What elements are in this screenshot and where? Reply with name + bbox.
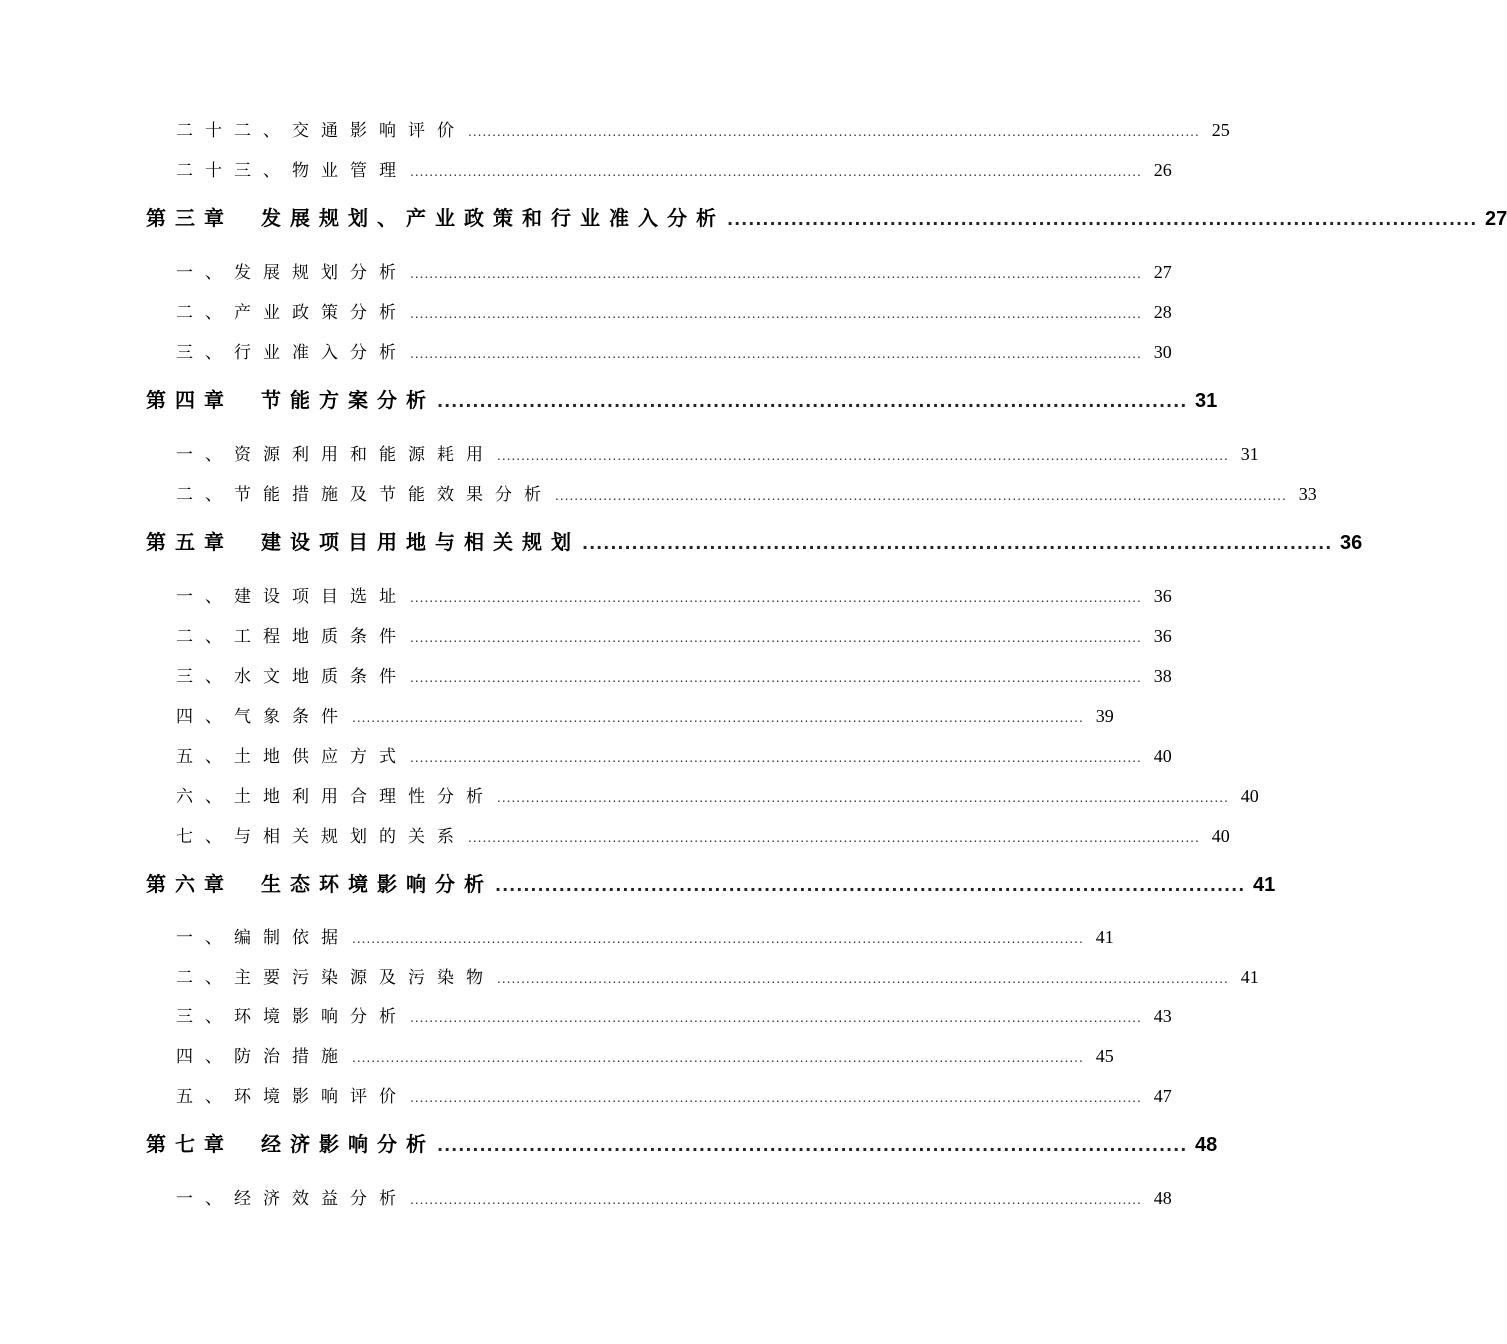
- toc-page-number: 39: [1095, 706, 1114, 726]
- toc-chapter-entry[interactable]: [146, 204, 1507, 232]
- toc-section-entry[interactable]: [176, 965, 1259, 989]
- toc-page-number: 48: [1195, 1134, 1218, 1156]
- toc-section-entry[interactable]: [176, 300, 1172, 324]
- toc-page-number: 28: [1153, 302, 1172, 322]
- toc-section-entry[interactable]: [176, 118, 1230, 142]
- toc-chapter-title: 建设项目用地与相关规划: [261, 530, 580, 554]
- toc-section-title: 土地利用合理性分析: [234, 787, 495, 807]
- dot-leader: ..........................................................................................................: [582, 534, 1333, 553]
- toc-page-number: 40: [1240, 786, 1259, 806]
- toc-section-number: 三、: [176, 343, 234, 363]
- dot-leader: ..........................................................................................................: [495, 876, 1246, 895]
- toc-section-title: 发展规划分析: [234, 263, 408, 283]
- toc-section-title: 水文地质条件: [234, 667, 408, 687]
- toc-section-title: 工程地质条件: [234, 627, 408, 647]
- toc-page-number: 48: [1153, 1188, 1172, 1208]
- toc-section-entry[interactable]: [176, 624, 1172, 648]
- toc-page-number: 27: [1153, 262, 1172, 282]
- toc-section-number: 一、: [176, 445, 234, 465]
- toc-section-number: 四、: [176, 707, 234, 727]
- toc-chapter-title: 生态环境影响分析: [261, 872, 493, 896]
- toc-section-entry[interactable]: [176, 664, 1172, 688]
- dot-leader: ........................................................................................................................................................: [410, 751, 1142, 765]
- toc-chapter-entry[interactable]: [146, 528, 1363, 556]
- toc-section-number: 二十二、: [176, 121, 292, 141]
- toc-section-number: 一、: [176, 263, 234, 283]
- toc-section-number: 二、: [176, 303, 234, 323]
- toc-page-number: 45: [1095, 1046, 1114, 1066]
- toc-section-title: 经济效益分析: [234, 1189, 408, 1209]
- toc-page-number: 40: [1211, 826, 1230, 846]
- toc-section-entry[interactable]: [176, 1004, 1172, 1028]
- toc-chapter-number: 第七章: [146, 1132, 233, 1156]
- toc-section-title: 气象条件: [234, 707, 350, 727]
- toc-section-title: 资源利用和能源耗用: [234, 445, 495, 465]
- dot-leader: ........................................................................................................................................................: [555, 489, 1287, 503]
- toc-page-number: 25: [1211, 120, 1230, 140]
- toc-section-title: 土地供应方式: [234, 747, 408, 767]
- toc-chapter-number: 第五章: [146, 530, 233, 554]
- toc-chapter-entry[interactable]: [146, 386, 1218, 414]
- dot-leader: ........................................................................................................................................................: [410, 267, 1142, 281]
- dot-leader: ........................................................................................................................................................: [410, 1193, 1142, 1207]
- toc-section-title: 环境影响分析: [234, 1007, 408, 1027]
- toc-section-entry[interactable]: [176, 1044, 1114, 1068]
- dot-leader: ........................................................................................................................................................: [410, 631, 1142, 645]
- toc-section-title: 行业准入分析: [234, 343, 408, 363]
- dot-leader: ........................................................................................................................................................: [497, 449, 1229, 463]
- dot-leader: ........................................................................................................................................................: [410, 165, 1142, 179]
- toc-section-entry[interactable]: [176, 260, 1172, 284]
- toc-section-entry[interactable]: [176, 704, 1114, 728]
- toc-section-title: 与相关规划的关系: [234, 827, 466, 847]
- toc-section-number: 二、: [176, 485, 234, 505]
- toc-chapter-title: 节能方案分析: [261, 388, 435, 412]
- toc-section-title: 建设项目选址: [234, 587, 408, 607]
- dot-leader: ..........................................................................................................: [727, 210, 1478, 229]
- toc-page-number: 41: [1095, 927, 1114, 947]
- toc-section-number: 三、: [176, 667, 234, 687]
- toc-page-number: 41: [1240, 967, 1259, 987]
- toc-section-entry[interactable]: [176, 925, 1114, 949]
- toc-chapter-title: 经济影响分析: [261, 1132, 435, 1156]
- dot-leader: ........................................................................................................................................................: [352, 932, 1084, 946]
- dot-leader: ........................................................................................................................................................: [468, 831, 1200, 845]
- toc-page-number: 47: [1153, 1086, 1172, 1106]
- toc-section-entry[interactable]: [176, 784, 1259, 808]
- toc-page-number: 41: [1253, 874, 1276, 896]
- toc-page-number: 40: [1153, 746, 1172, 766]
- toc-chapter-number: 第六章: [146, 872, 233, 896]
- dot-leader: ........................................................................................................................................................: [497, 972, 1229, 986]
- toc-page-number: 31: [1195, 390, 1218, 412]
- toc-page-number: 38: [1153, 666, 1172, 686]
- toc-page-number: 36: [1153, 626, 1172, 646]
- toc-section-number: 六、: [176, 787, 234, 807]
- toc-section-title: 产业政策分析: [234, 303, 408, 323]
- toc-chapter-number: 第四章: [146, 388, 233, 412]
- toc-page-number: 31: [1240, 444, 1259, 464]
- dot-leader: ........................................................................................................................................................: [468, 125, 1200, 139]
- dot-leader: ........................................................................................................................................................: [410, 1011, 1142, 1025]
- toc-section-number: 二、: [176, 627, 234, 647]
- toc-section-number: 二、: [176, 968, 234, 988]
- toc-section-title: 节能措施及节能效果分析: [234, 485, 553, 505]
- toc-section-entry[interactable]: [176, 1186, 1172, 1210]
- toc-page-number: 26: [1153, 160, 1172, 180]
- toc-section-number: 七、: [176, 827, 234, 847]
- dot-leader: ..........................................................................................................: [437, 1136, 1188, 1155]
- toc-section-entry[interactable]: [176, 158, 1172, 182]
- dot-leader: ........................................................................................................................................................: [410, 591, 1142, 605]
- toc-page-number: 36: [1153, 586, 1172, 606]
- toc-section-number: 二十三、: [176, 161, 292, 181]
- toc-section-entry[interactable]: [176, 824, 1230, 848]
- toc-page-number: 36: [1340, 532, 1363, 554]
- dot-leader: ........................................................................................................................................................: [410, 671, 1142, 685]
- toc-section-title: 环境影响评价: [234, 1087, 408, 1107]
- dot-leader: ........................................................................................................................................................: [497, 791, 1229, 805]
- toc-chapter-entry[interactable]: [146, 870, 1276, 898]
- toc-chapter-entry[interactable]: [146, 1130, 1218, 1158]
- dot-leader: ........................................................................................................................................................: [352, 711, 1084, 725]
- toc-section-entry[interactable]: [176, 340, 1172, 364]
- dot-leader: ........................................................................................................................................................: [410, 307, 1142, 321]
- toc-section-entry[interactable]: [176, 482, 1317, 506]
- toc-section-entry[interactable]: [176, 584, 1172, 608]
- dot-leader: ........................................................................................................................................................: [352, 1051, 1084, 1065]
- toc-section-entry[interactable]: [176, 744, 1172, 768]
- toc-section-number: 五、: [176, 1087, 234, 1107]
- toc-section-number: 三、: [176, 1007, 234, 1027]
- toc-chapter-title: 发展规划、产业政策和行业准入分析: [261, 206, 725, 230]
- dot-leader: ........................................................................................................................................................: [410, 347, 1142, 361]
- toc-section-title: 防治措施: [234, 1047, 350, 1067]
- toc-section-number: 四、: [176, 1047, 234, 1067]
- toc-page-number: 30: [1153, 342, 1172, 362]
- toc-section-number: 一、: [176, 928, 234, 948]
- toc-page-number: 27: [1485, 208, 1507, 230]
- toc-section-number: 一、: [176, 1189, 234, 1209]
- toc-section-title: 物业管理: [292, 161, 408, 181]
- dot-leader: ..........................................................................................................: [437, 392, 1188, 411]
- toc-section-title: 主要污染源及污染物: [234, 968, 495, 988]
- toc-page-number: 43: [1153, 1006, 1172, 1026]
- toc-section-number: 一、: [176, 587, 234, 607]
- toc-chapter-number: 第三章: [146, 206, 233, 230]
- toc-page-number: 33: [1298, 484, 1317, 504]
- toc-section-entry[interactable]: [176, 442, 1259, 466]
- toc-section-title: 交通影响评价: [292, 121, 466, 141]
- toc-section-entry[interactable]: [176, 1084, 1172, 1108]
- dot-leader: ........................................................................................................................................................: [410, 1091, 1142, 1105]
- toc-section-title: 编制依据: [234, 928, 350, 948]
- toc-section-number: 五、: [176, 747, 234, 767]
